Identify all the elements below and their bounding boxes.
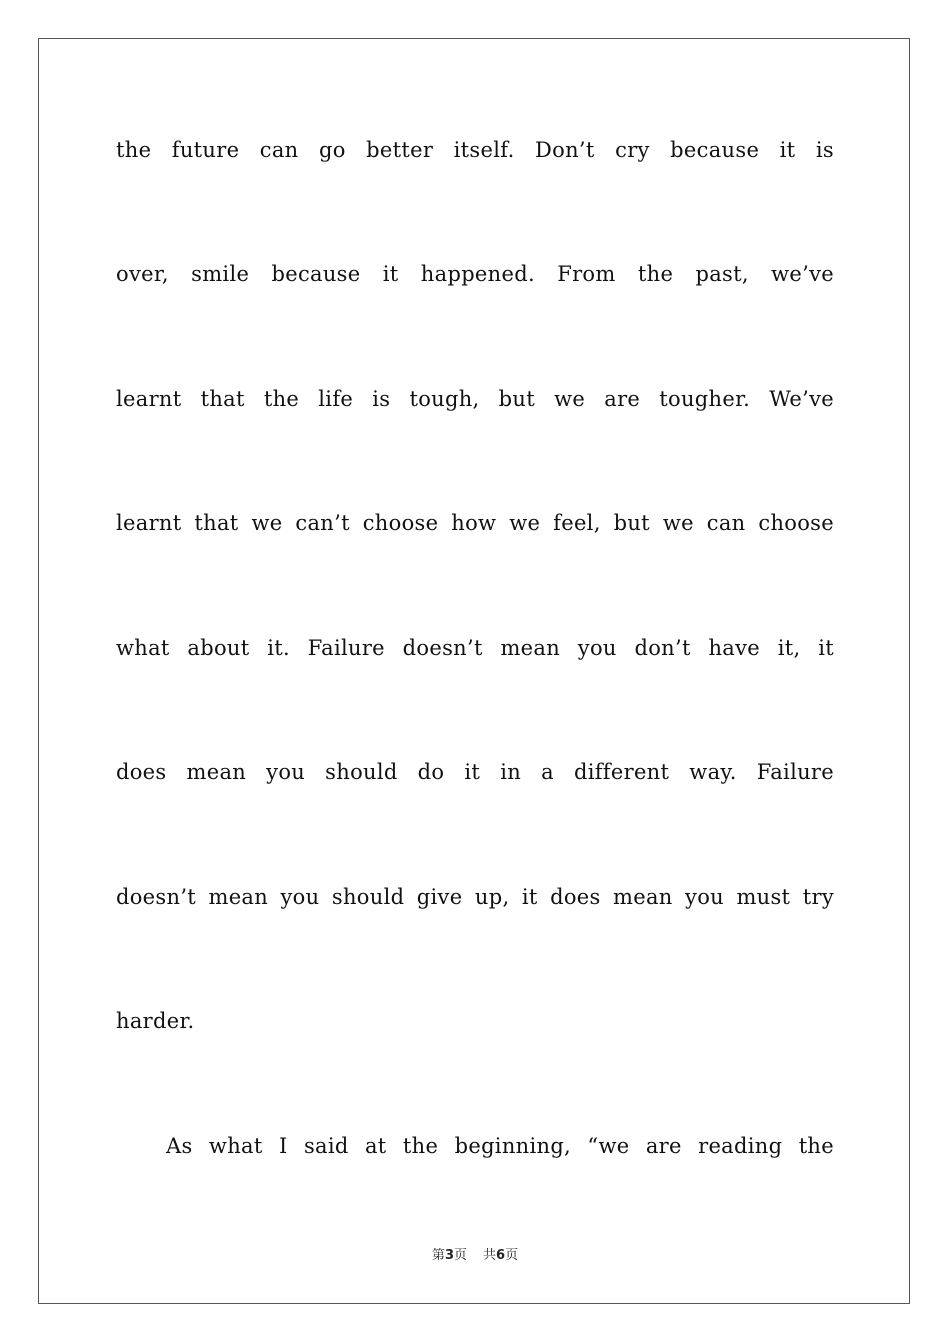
total-prefix: 共 bbox=[483, 1248, 497, 1263]
text-line-4: learnt that we can’t choose how we feel, but we can choose bbox=[116, 511, 834, 535]
text-line-3: learnt that the life is tough, but we are tougher. We’ve bbox=[116, 387, 834, 411]
text-line-5: what about it. Failure doesn’t mean you don’t have it, it bbox=[116, 636, 834, 660]
page-footer bbox=[0, 1246, 950, 1266]
page-prefix: 第 bbox=[431, 1248, 445, 1263]
text-line-7: doesn’t mean you should give up, it does mean you must try bbox=[116, 885, 834, 909]
page-current: 3 bbox=[444, 1248, 454, 1263]
text-line-8: harder. bbox=[116, 1009, 195, 1033]
page-suffix: 页 bbox=[453, 1248, 467, 1263]
page-frame bbox=[38, 38, 910, 1304]
paragraph-start-line: As what I said at the beginning, “we are reading the bbox=[166, 1134, 834, 1158]
total-suffix: 页 bbox=[505, 1248, 519, 1263]
text-line-6: does mean you should do it in a different way. Failure bbox=[116, 760, 834, 784]
text-line-2: over, smile because it happened. From the past, we’ve bbox=[116, 262, 834, 286]
page-total: 6 bbox=[496, 1248, 506, 1263]
text-line-1: the future can go better itself. Don’t cry because it is bbox=[116, 138, 834, 162]
